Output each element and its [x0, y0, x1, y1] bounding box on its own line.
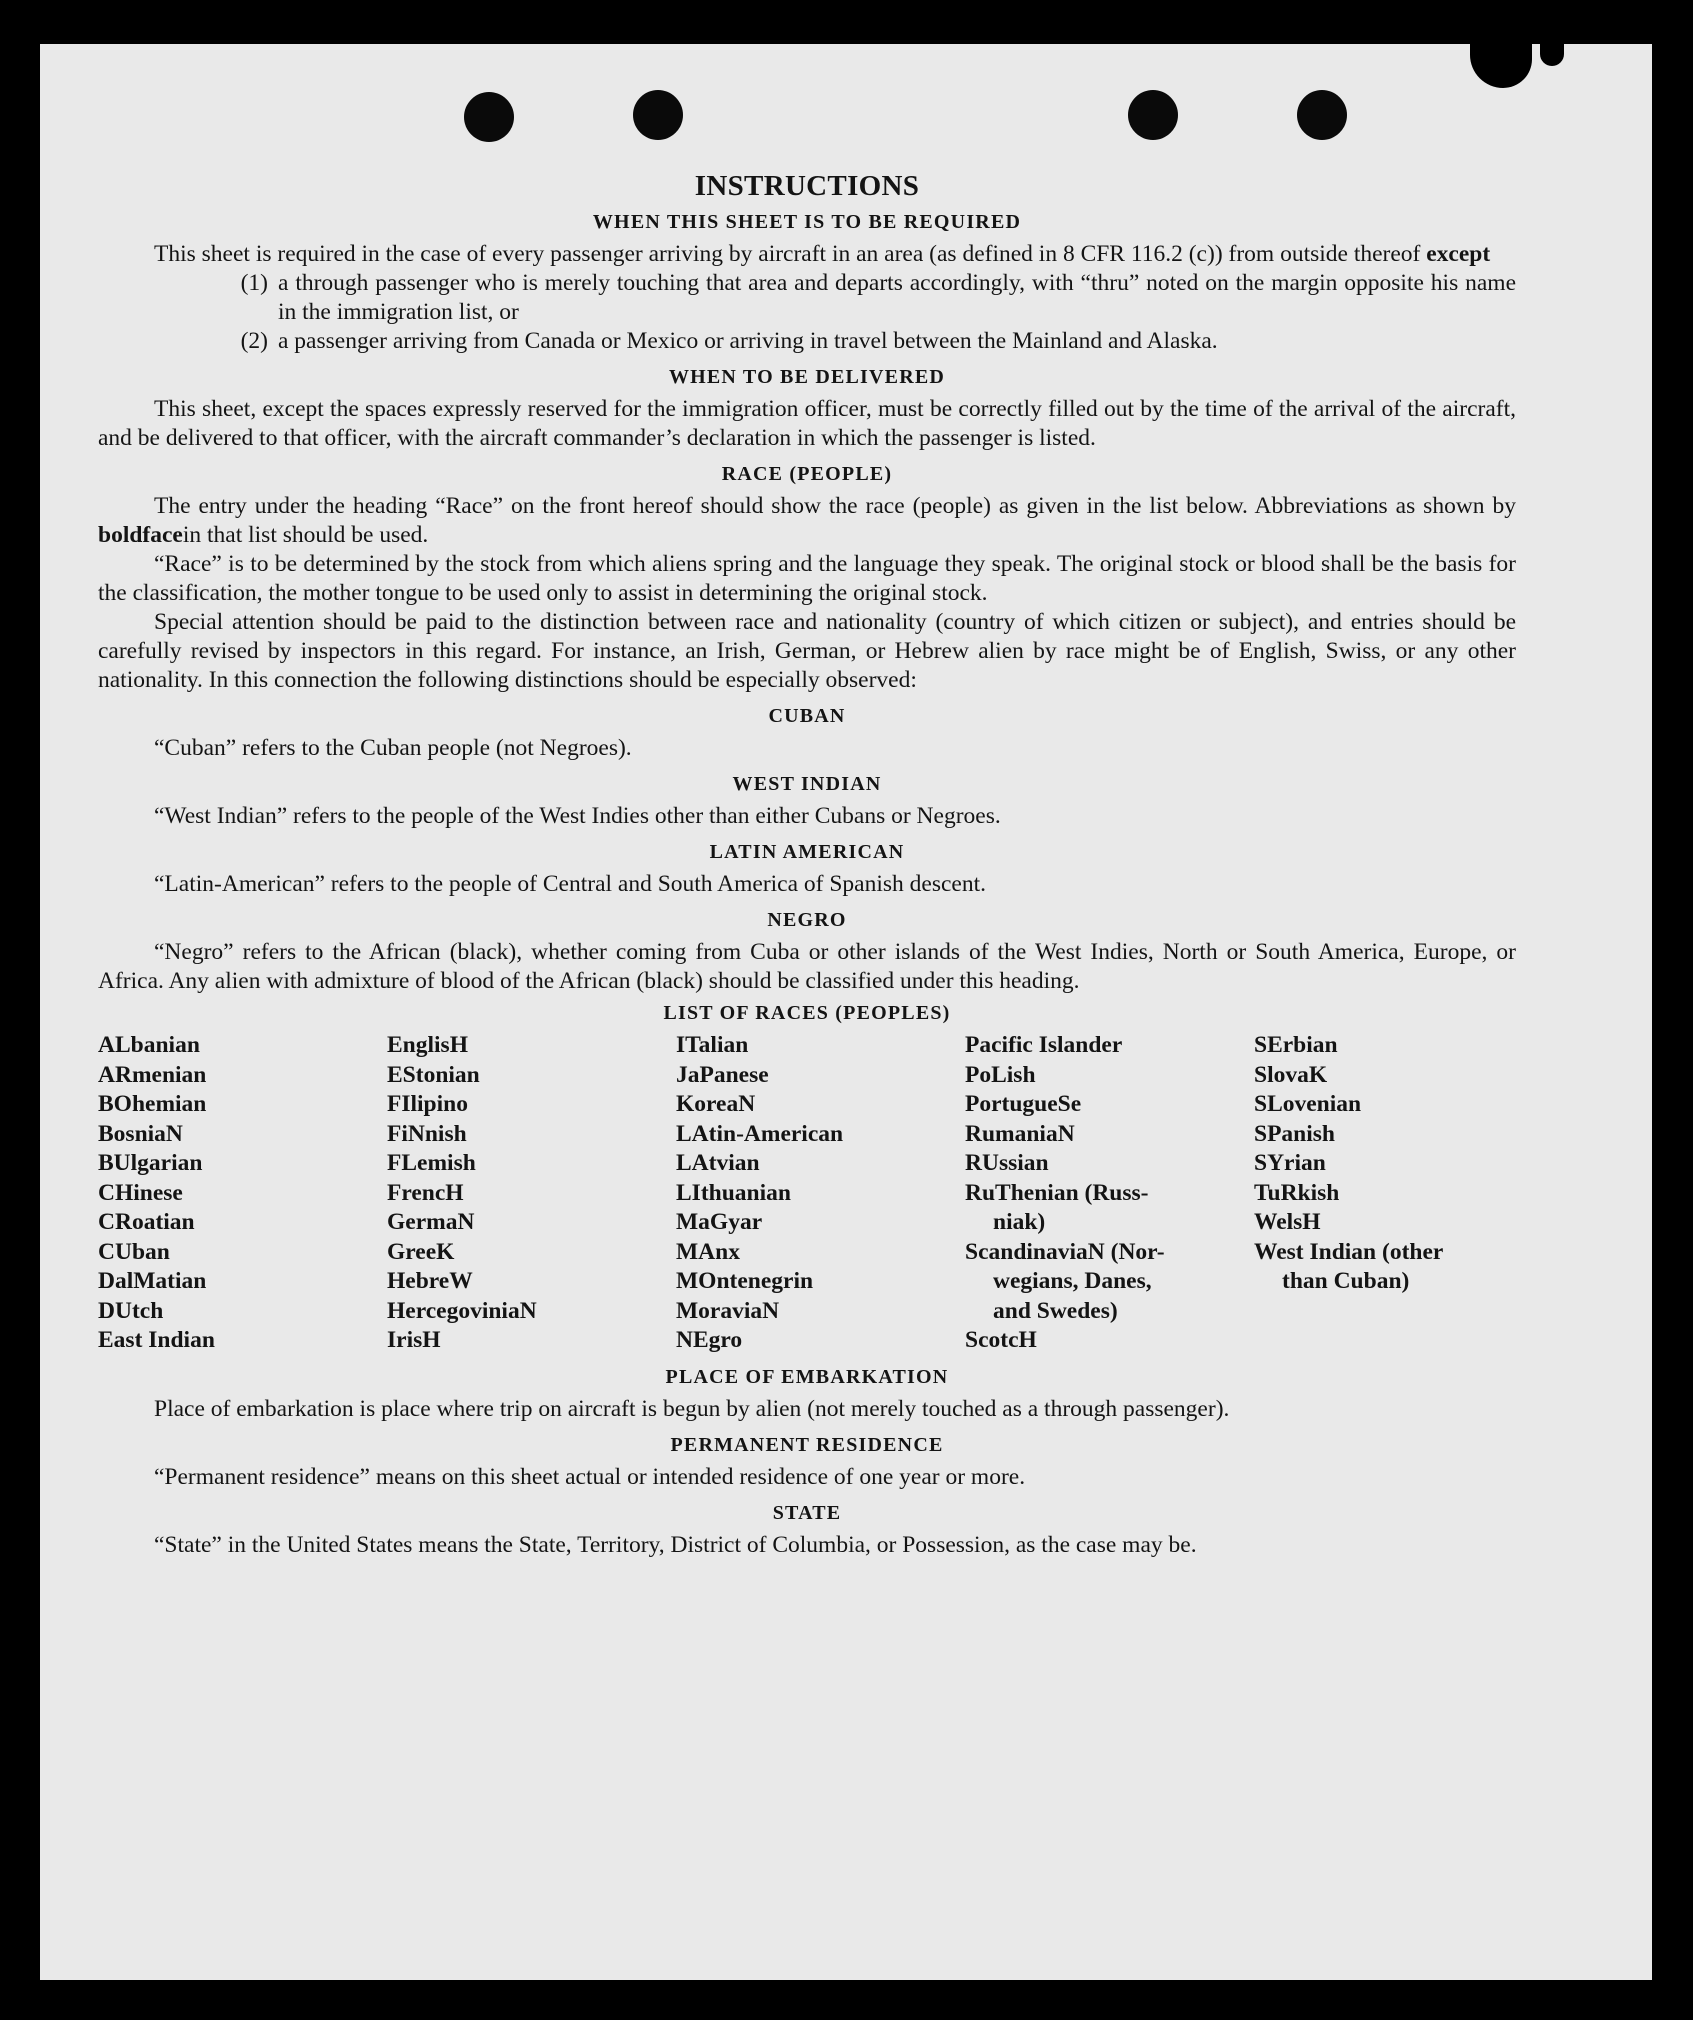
torn-corner: [1470, 44, 1532, 88]
section-title: RACE (PEOPLE): [721, 463, 893, 485]
race-item-continued: and Swedes): [993, 1297, 1118, 1324]
definition-text: “Latin-American” refers to the people of Central and South America of Spanish descent.: [154, 871, 987, 897]
race-item: SYrian: [1254, 1150, 1326, 1176]
race-item: PoLish: [965, 1061, 1036, 1088]
race-item: MAnx: [676, 1238, 740, 1265]
race-item: SlovaK: [1254, 1061, 1328, 1088]
race-item: FIlipino: [387, 1091, 468, 1117]
race-item: CUban: [98, 1238, 170, 1265]
race-item: SPanish: [1254, 1120, 1335, 1147]
race-item: DalMatian: [98, 1268, 207, 1294]
race-item: SErbian: [1254, 1032, 1338, 1058]
race-item: FrencH: [387, 1179, 464, 1206]
race-item: CHinese: [98, 1179, 183, 1206]
race-item: FLemish: [387, 1150, 476, 1176]
section-title: WHEN TO BE DELIVERED: [668, 366, 946, 388]
race-item: RuThenian (Russ-: [965, 1179, 1149, 1206]
section-title: LATIN AMERICAN: [709, 841, 905, 863]
race-item: FiNnish: [387, 1120, 467, 1147]
section-title: NEGRO: [767, 909, 847, 931]
instructions-body: [98, 170, 1516, 1560]
section-title: LIST OF RACES (PEOPLES): [663, 1002, 951, 1024]
punch-hole: [1128, 90, 1178, 140]
document-sheet: [40, 44, 1652, 1980]
race-item: Pacific Islander: [965, 1032, 1123, 1058]
section-title: CUBAN: [768, 705, 846, 727]
race-item: NEgro: [676, 1327, 743, 1353]
definition-text: “Cuban” refers to the Cuban people (not Negroes).: [154, 735, 632, 761]
paragraph: “Negro” refers to the African (black), whether coming from Cuba or other islands of the West Indies, North or South America, Europe, or Africa. Any alien with admixture of blood of the African (black) should be classified under this heading.: [98, 939, 1516, 994]
page-title: INSTRUCTIONS: [694, 170, 920, 202]
races-column: [98, 1031, 387, 1356]
section-title: WHEN THIS SHEET IS TO BE REQUIRED: [592, 211, 1022, 233]
race-item: ARmenian: [98, 1061, 207, 1088]
paragraph: Place of embarkation is place where trip on aircraft is begun by alien (not merely touched as a through passenger).: [154, 1395, 1230, 1422]
race-item: GermaN: [387, 1209, 475, 1235]
definition-text: “Permanent residence” means on this sheet actual or intended residence of one year or more.: [154, 1463, 1026, 1490]
race-item: LAtvian: [676, 1150, 760, 1176]
section-title: PERMANENT RESIDENCE: [670, 1433, 944, 1456]
paragraph: “State” in the United States means the State, Territory, District of Columbia, or Possession, as the case may be.: [154, 1531, 1197, 1558]
section-title: WEST INDIAN: [732, 773, 882, 795]
race-item: HebreW: [387, 1268, 473, 1294]
race-item: IrisH: [387, 1327, 441, 1353]
race-item: HercegoviniaN: [387, 1297, 537, 1324]
paragraph: This sheet is required in the case of every passenger arriving by aircraft in an area (as defined in 8 CFR 116.2 (c)) from outside thereof except: [154, 241, 1491, 267]
race-item: CRoatian: [98, 1209, 195, 1235]
race-item: West Indian (other: [1254, 1238, 1444, 1265]
race-item: TuRkish: [1254, 1179, 1340, 1206]
race-item: JaPanese: [676, 1061, 769, 1088]
punch-hole: [464, 92, 514, 142]
races-column: [965, 1031, 1254, 1356]
races-column: [1254, 1031, 1543, 1356]
exception-item: (1) a through passenger who is merely touching that area and departs accordingly, with “thru” noted on the margin opposite his name in the immigration list, or: [240, 270, 1516, 325]
race-item-continued: niak): [993, 1209, 1046, 1235]
torn-corner: [1540, 44, 1564, 66]
race-item: BOhemian: [98, 1091, 207, 1117]
race-item: ALbanian: [98, 1032, 200, 1058]
race-item: MoraviaN: [676, 1297, 780, 1324]
race-item: DUtch: [98, 1297, 164, 1324]
punch-hole: [1297, 90, 1347, 140]
race-item: BosniaN: [98, 1120, 183, 1147]
race-item: BUlgarian: [98, 1150, 203, 1176]
race-item: LIthuanian: [676, 1179, 791, 1206]
paragraph: This sheet, except the spaces expressly reserved for the immigration officer, must be correctly filled out by the time of the arrival of the aircraft, and be delivered to that officer, with the aircraft commander’s declaration in which the passenger is listed.: [98, 396, 1516, 451]
race-item: MaGyar: [676, 1209, 763, 1235]
exception-item: (2) a passenger arriving from Canada or Mexico or arriving in travel between the Mainland and Alaska.: [240, 328, 1218, 354]
section-title: PLACE OF EMBARKATION: [665, 1365, 949, 1388]
race-item: ScandinaviaN (Nor-: [965, 1238, 1165, 1265]
race-item: East Indian: [98, 1327, 215, 1353]
race-item: MOntenegrin: [676, 1268, 814, 1294]
races-column: [387, 1031, 676, 1356]
race-item-continued: wegians, Danes,: [993, 1268, 1152, 1294]
races-column: [676, 1031, 965, 1356]
race-item: RUssian: [965, 1150, 1049, 1176]
section-title: STATE: [772, 1501, 842, 1524]
race-item: EnglisH: [387, 1032, 468, 1058]
paragraph: “Race” is to be determined by the stock from which aliens spring and the language they speak. The original stock or blood shall be the basis for the classification, the mother tongue to be used only to assist in determining the original stock.: [98, 551, 1516, 606]
race-item-continued: than Cuban): [1282, 1268, 1410, 1294]
race-item: PortugueSe: [965, 1091, 1082, 1117]
race-item: EStonian: [387, 1061, 480, 1088]
races-list: [98, 1031, 1516, 1356]
race-item: GreeK: [387, 1238, 455, 1265]
punch-hole: [633, 90, 683, 140]
race-item: ITalian: [676, 1032, 749, 1058]
race-item: ScotcH: [965, 1327, 1037, 1353]
race-item: KoreaN: [676, 1091, 756, 1117]
race-item: RumaniaN: [965, 1120, 1075, 1147]
race-item: WelsH: [1254, 1209, 1321, 1235]
definition-text: “West Indian” refers to the people of the West Indies other than either Cubans or Negroes.: [154, 803, 1001, 829]
race-item: LAtin-American: [676, 1120, 844, 1147]
paragraph: Special attention should be paid to the distinction between race and nationality (country of which citizen or subject), and entries should be carefully revised by inspectors in this regard. For instance, an Irish, German, or Hebrew alien by race might be of English, Swiss, or any other nationality. In this connection the following distinctions should be especially observed:: [98, 609, 1516, 693]
paragraph: The entry under the heading “Race” on the front hereof should show the race (people) as given in the list below. Abbreviations as shown by boldfacein that list should be used.: [98, 493, 1516, 548]
race-item: SLovenian: [1254, 1091, 1362, 1117]
